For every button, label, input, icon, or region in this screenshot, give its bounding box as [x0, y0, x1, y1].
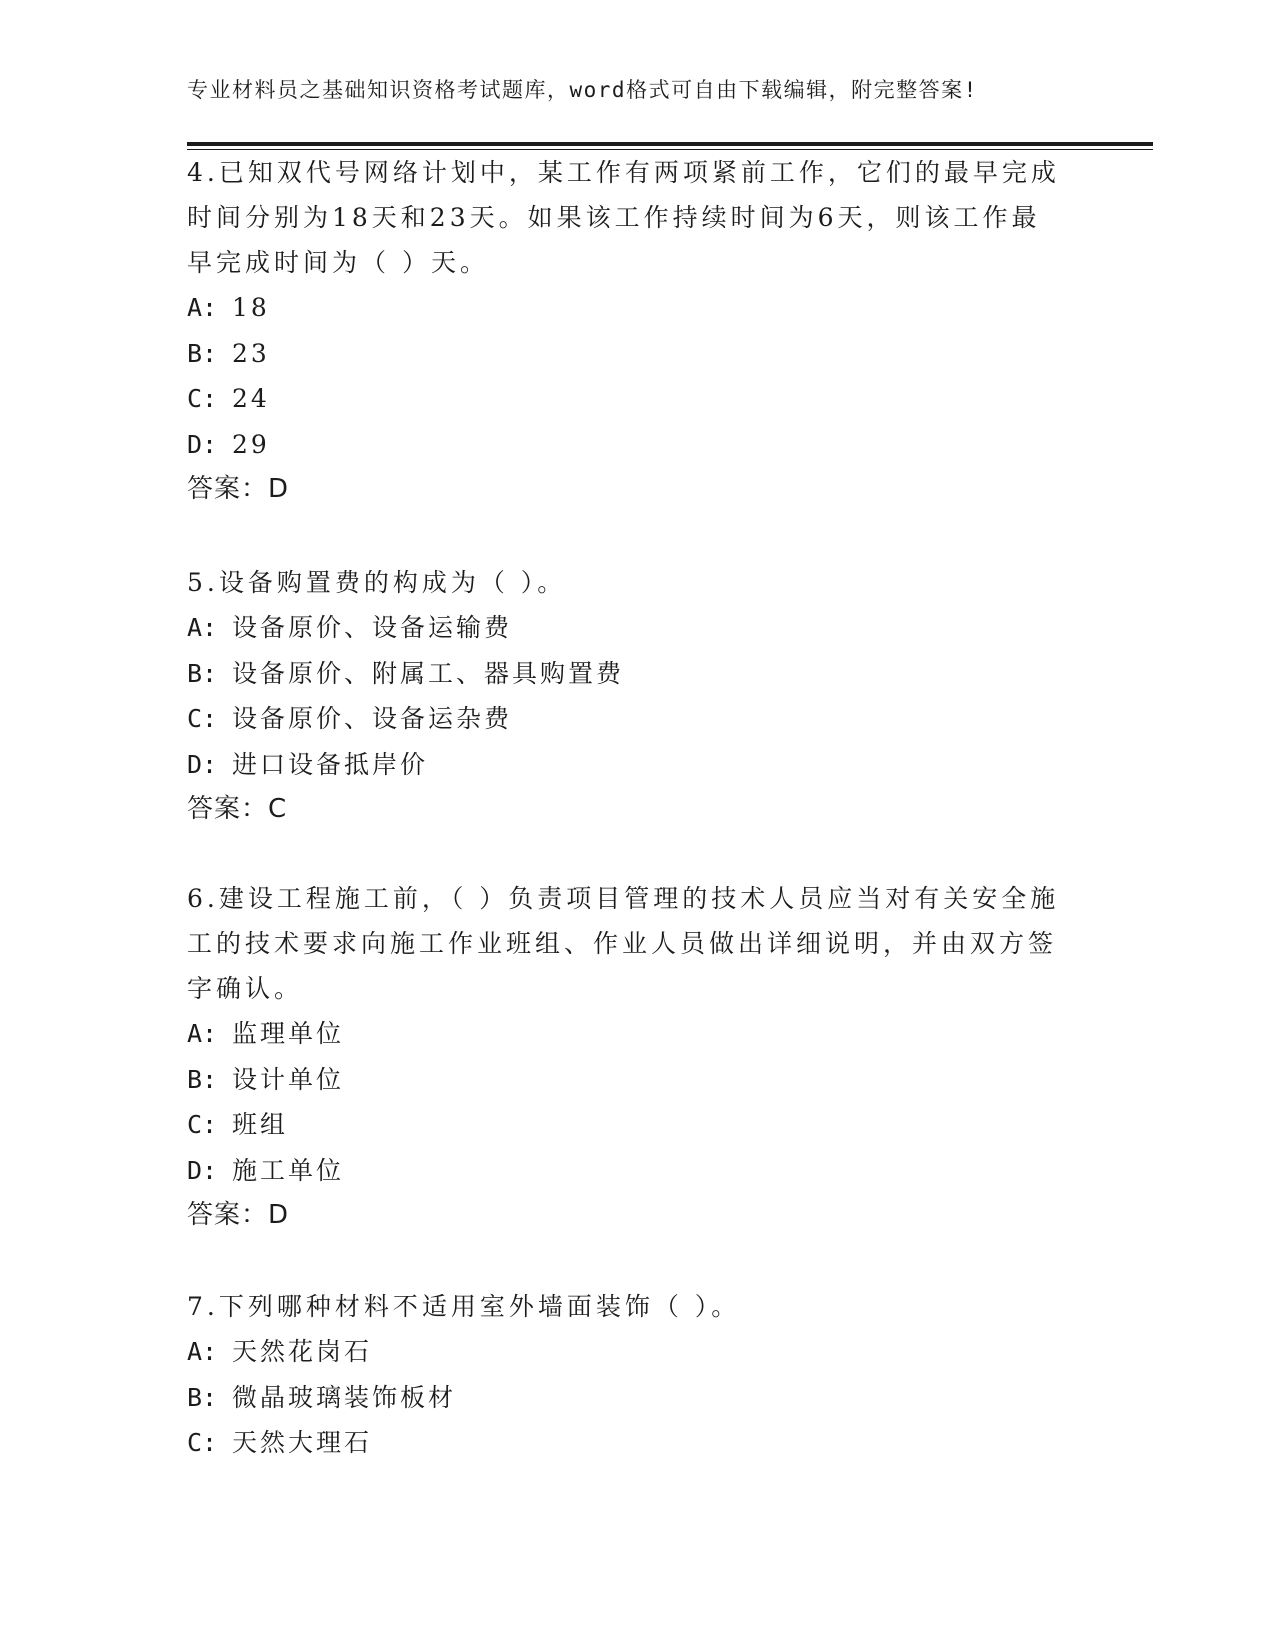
option-text: 微晶玻璃装饰板材	[232, 1382, 457, 1412]
option-b	[187, 651, 1087, 697]
option-key: B:	[187, 1064, 218, 1094]
option-a	[187, 605, 1087, 651]
option-b	[187, 1057, 1087, 1103]
question-stem-line: 工的技术要求向施工作业班组、作业人员做出详细说明，并由双方签	[187, 929, 1058, 958]
option-a	[187, 1329, 1087, 1375]
option-key: A:	[187, 1019, 218, 1048]
question-stem-line: 字确认。	[187, 974, 304, 1003]
option-a	[187, 1011, 1087, 1057]
page-header: 专业材料员之基础知识资格考试题库，word格式可自由下载编辑，附完整答案!	[187, 78, 978, 102]
answer-line: 答案：D	[187, 1200, 290, 1230]
question-6	[187, 876, 1087, 1238]
option-text: 设备原价、设备运输费	[232, 613, 513, 642]
option-text: 18	[232, 293, 270, 322]
option-d	[187, 422, 1087, 468]
option-text: 进口设备抵岸价	[232, 749, 429, 779]
question-stem-line: 时间分别为18天和23天。如果该工作持续时间为6天，则该工作最	[187, 203, 1041, 232]
option-text: 24	[232, 384, 270, 413]
option-c	[187, 1420, 1087, 1466]
option-text: 23	[232, 338, 270, 368]
option-a	[187, 285, 1087, 331]
option-key: B:	[187, 338, 218, 368]
question-stem-line: 4.已知双代号网络计划中，某工作有两项紧前工作，它们的最早完成	[187, 158, 1060, 187]
option-text: 设备原价、附属工、器具购置费	[232, 658, 625, 688]
option-key: A:	[187, 1337, 218, 1366]
option-key: C:	[187, 384, 218, 413]
option-c	[187, 696, 1087, 742]
question-7	[187, 1284, 1087, 1466]
header-divider-thick	[187, 142, 1153, 146]
option-d	[187, 1148, 1087, 1194]
option-text: 监理单位	[232, 1019, 345, 1048]
option-key: C:	[187, 704, 218, 733]
question-5	[187, 560, 1087, 832]
option-key: B:	[187, 1382, 218, 1412]
question-stem-line: 7.下列哪种材料不适用室外墙面装饰（ ）。	[187, 1292, 741, 1321]
option-text: 天然花岗石	[232, 1337, 373, 1366]
option-b	[187, 1375, 1087, 1421]
option-text: 施工单位	[232, 1155, 345, 1185]
question-stem-line: 早完成时间为（ ）天。	[187, 248, 489, 277]
option-key: D:	[187, 429, 218, 459]
question-stem-line: 6.建设工程施工前，（ ）负责项目管理的技术人员应当对有关安全施	[187, 884, 1060, 913]
option-key: B:	[187, 658, 218, 688]
option-key: D:	[187, 1155, 218, 1185]
option-key: A:	[187, 293, 218, 322]
option-text: 设计单位	[232, 1064, 345, 1094]
answer-line: 答案：D	[187, 474, 290, 504]
option-key: D:	[187, 749, 218, 779]
option-text: 设备原价、设备运杂费	[232, 704, 513, 733]
question-4	[187, 150, 1087, 512]
option-b	[187, 331, 1087, 377]
option-key: C:	[187, 1110, 218, 1139]
option-key: C:	[187, 1428, 218, 1457]
option-text: 29	[232, 429, 270, 459]
option-key: A:	[187, 613, 218, 642]
question-stem-line: 5.设备购置费的构成为（ ）。	[187, 568, 567, 597]
option-c	[187, 376, 1087, 422]
option-c	[187, 1102, 1087, 1148]
option-text: 天然大理石	[232, 1428, 373, 1457]
answer-line: 答案：C	[187, 794, 288, 824]
option-text: 班组	[232, 1110, 289, 1139]
option-d	[187, 742, 1087, 788]
